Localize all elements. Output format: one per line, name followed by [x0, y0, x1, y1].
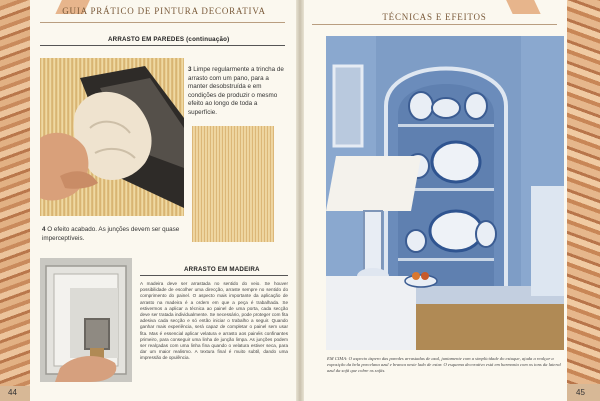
step-4-text: O efeito acabado. As junções devem ser quase imperceptíveis.	[42, 226, 180, 242]
section-rule	[40, 45, 285, 46]
page-number-right: 45	[576, 388, 585, 397]
running-header-right: TÉCNICAS E EFEITOS	[382, 12, 487, 22]
step-3-text: Limpe regularmente a trincha de arrasto com um pano, para a manter desobstruída e em condições de produzir o mesmo efeito ao longo de toda a superfície.	[188, 66, 284, 116]
section2-rule	[140, 275, 288, 276]
page-number-left: 44	[8, 388, 17, 397]
photo-finished-effect	[192, 126, 274, 242]
section2-title: ARRASTO EM MADEIRA	[184, 266, 260, 273]
photo-caption: EM CIMA: O aspecto áspero das paredes arrastadas de azul, juntamente com a simplicidade do estuque, ajuda a realçar a exposição da bela porcelana azul e branca neste lado de estar. O esquema decorativo está em harmonia com os tons da lateral azul da sofá que cobre os sofás.	[327, 356, 561, 373]
photo-hand-cleaning-brush	[40, 58, 184, 216]
right-marbled-border	[567, 0, 600, 401]
wood-dragging-body-text: A madeira deve ser arrastada no sentido do veio. Se houver possibilidade de escolher uma direcção, arraste sempre no sentido do comprimento do painel. O aspecto mais importante da aplicação de arrasto na madeira é a ordem em que a peça é trabalhada. Se estivermos a aplicar a técnica ao painel de uma porta, cada secção deve ser tratada individualmente. Se necessário, pode proteger com fita adesiva cada secção e só então iniciar o trabalho a seguir. Quando ganhar mais experiência, será capaz de completar o painel sem usar fita. Mas é essencial aplicar velatura e arrasto aos painéis confinantes primeiro, para conseguir uma linha de junção limpa. As junções podem ser realçadas com uma linha fina quando o velatura estiver seca, para dar um maior realismo. A textura final é muito subtil, dando uma impressão de opulência.	[140, 281, 288, 361]
header-rule-right	[312, 24, 557, 25]
photo-blue-china-cabinet	[326, 36, 564, 350]
step-4	[42, 226, 182, 243]
photo-wood-panel-dragging	[40, 258, 132, 382]
step-4-number: 4	[42, 226, 46, 233]
running-header-left: GUIA PRÁTICO DE PINTURA DECORATIVA	[62, 6, 266, 16]
header-rule-left	[40, 22, 285, 23]
section-title: ARRASTO EM PAREDES (continuação)	[108, 36, 230, 43]
step-3-number: 3	[188, 66, 192, 73]
step-3	[188, 66, 284, 118]
left-marbled-border	[0, 0, 30, 401]
book-gutter	[296, 0, 304, 401]
